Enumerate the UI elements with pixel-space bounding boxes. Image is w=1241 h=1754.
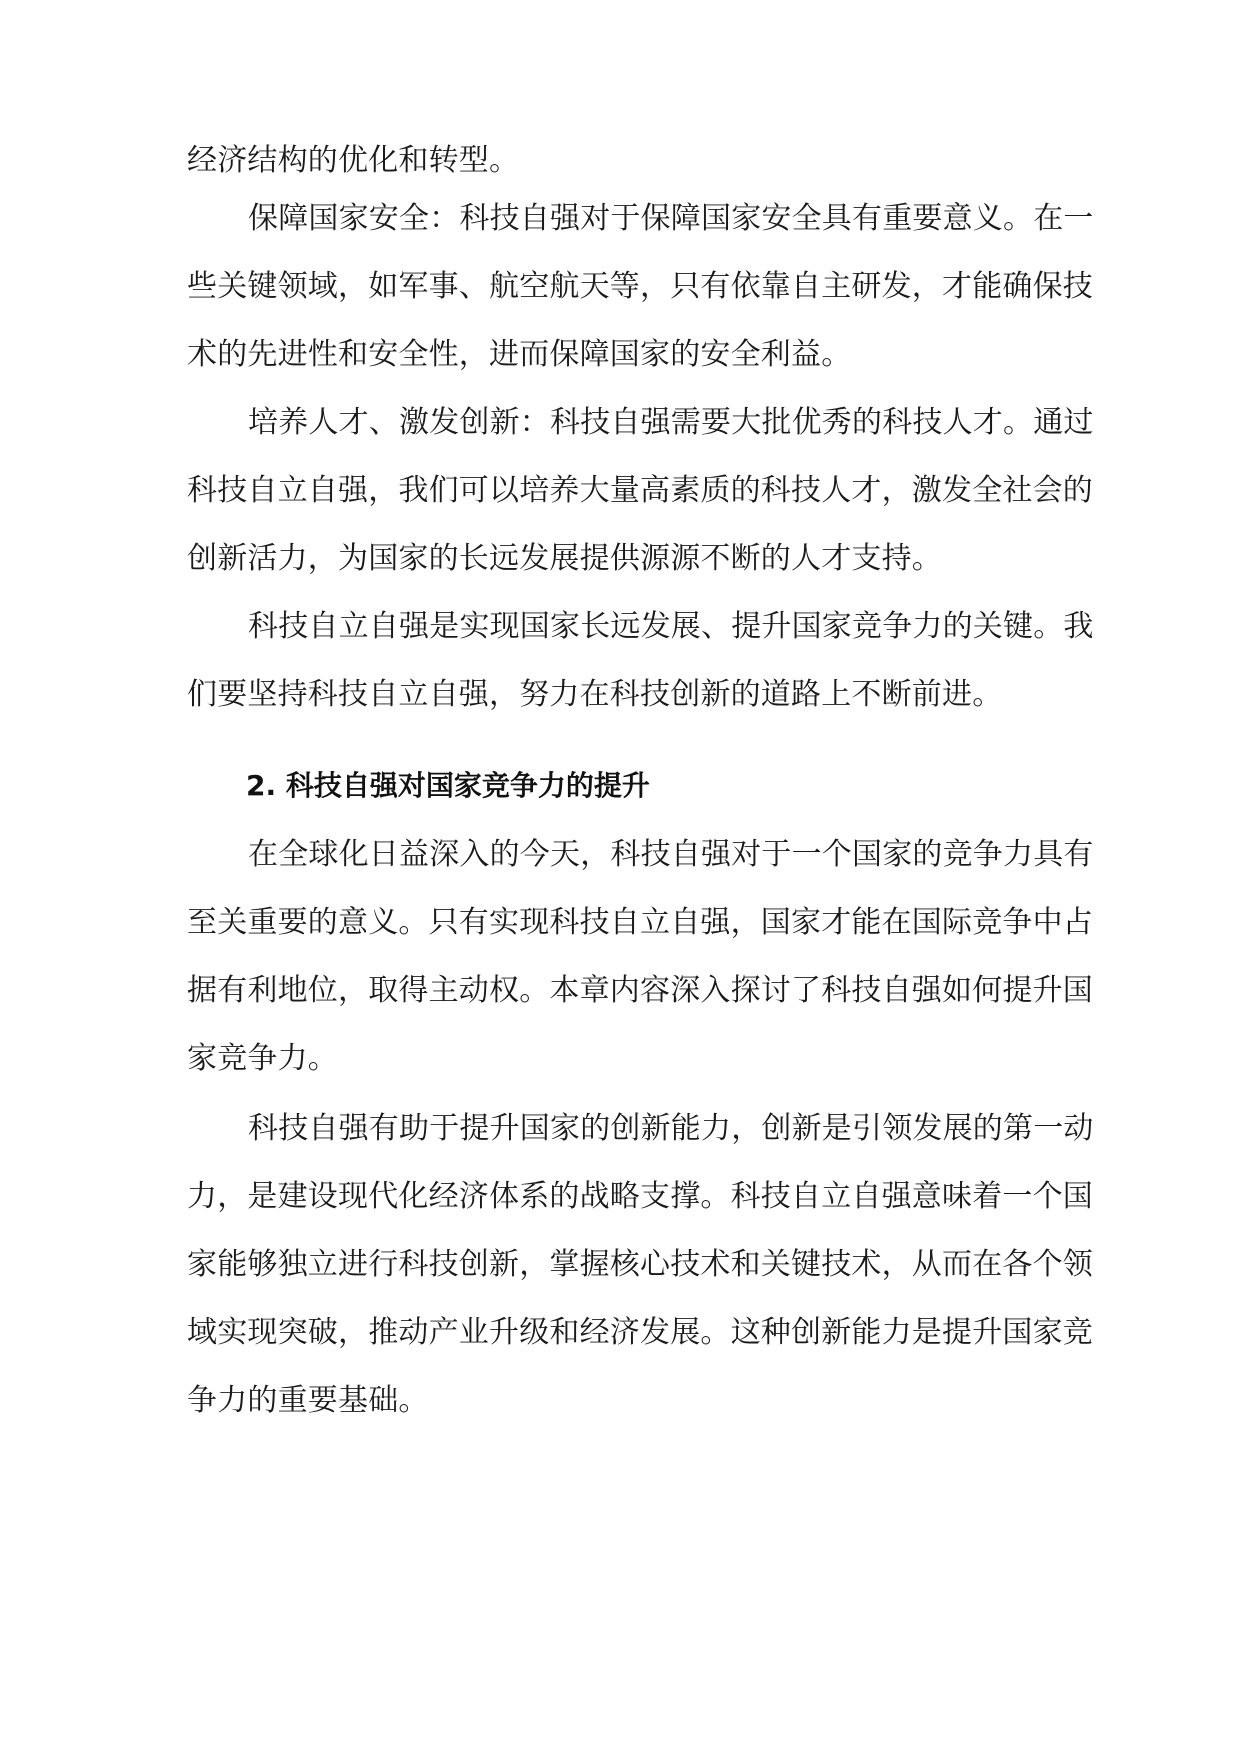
- text-line: 科技自立自强是实现国家长远发展、提升国家竞争力的关键。我: [248, 609, 1094, 644]
- text-line: 争力的重要基础。: [187, 1383, 429, 1418]
- text-line: 创新活力，为国家的长远发展提供源源不断的人才支持。: [187, 541, 942, 576]
- text-line: 科技自强有助于提升国家的创新能力，创新是引领发展的第一动: [248, 1111, 1094, 1146]
- text-line: 保障国家安全：科技自强对于保障国家安全具有重要意义。在一: [248, 201, 1094, 236]
- text-line: 们要坚持科技自立自强，努力在科技创新的道路上不断前进。: [187, 677, 1003, 712]
- text-line: 家竞争力。: [187, 1041, 338, 1076]
- text-line: 力，是建设现代化经济体系的战略支撑。科技自立自强意味着一个国: [187, 1179, 1093, 1214]
- text-line: 在全球化日益深入的今天，科技自强对于一个国家的竞争力具有: [248, 837, 1094, 872]
- text-line: 域实现突破，推动产业升级和经济发展。这种创新能力是提升国家竞: [187, 1315, 1093, 1350]
- text-line: 培养人才、激发创新：科技自强需要大批优秀的科技人才。通过: [248, 405, 1094, 440]
- text-line: 家能够独立进行科技创新，掌握核心技术和关键技术，从而在各个领: [187, 1247, 1093, 1282]
- text-line: 科技自立自强，我们可以培养大量高素质的科技人才，激发全社会的: [187, 473, 1093, 508]
- text-line: 术的先进性和安全性，进而保障国家的安全利益。: [187, 337, 852, 372]
- text-line: 至关重要的意义。只有实现科技自立自强，国家才能在国际竞争中占: [187, 905, 1093, 940]
- text-line: 据有利地位，取得主动权。本章内容深入探讨了科技自强如何提升国: [187, 973, 1093, 1008]
- text-line: 经济结构的优化和转型。: [187, 143, 520, 178]
- text-line: 些关键领域，如军事、航空航天等，只有依靠自主研发，才能确保技: [187, 269, 1093, 304]
- section-heading: 2. 科技自强对国家竞争力的提升: [246, 769, 650, 802]
